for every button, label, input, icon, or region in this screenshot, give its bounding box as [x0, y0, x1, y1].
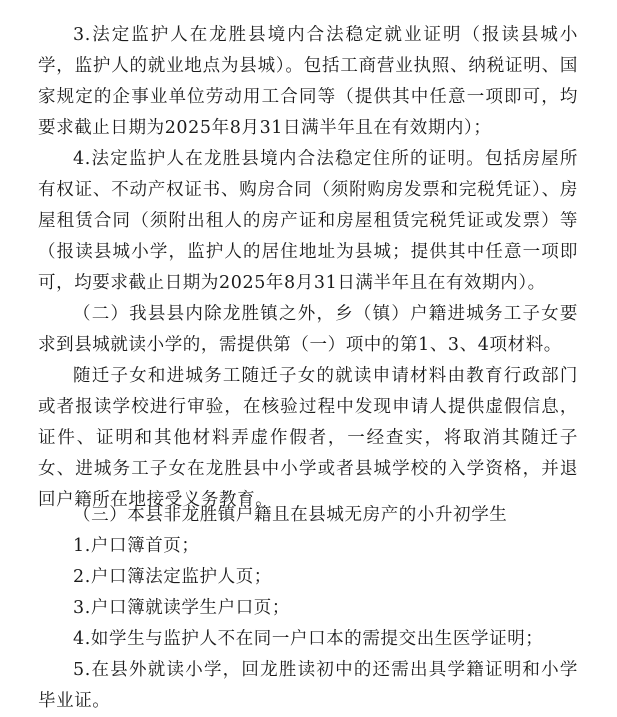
list-item-5: 5.在县外就读小学，回龙胜读初中的还需出具学籍证明和小学毕业证。 [38, 660, 578, 711]
list-item-1: 1.户口簿首页； [73, 536, 200, 556]
list-item-2: 2.户口簿法定监护人页； [73, 567, 272, 587]
list-item-3: 3.户口簿就读学生户口页； [73, 598, 290, 618]
paragraph-section-2: （二）我县县内除龙胜镇之外，乡（镇）户籍进城务工子女要求到县城就读小学的，需提供第（一）项中的第1、3、4项材料。 [38, 304, 578, 355]
list-item-4: 4.如学生与监护人不在同一户口本的需提交出生医学证明； [73, 629, 544, 649]
paragraph-section-3-heading: （三）本县非龙胜镇户籍且在县城无房产的小升初学生 [73, 505, 508, 525]
paragraph-item-4-residence: 4.法定监护人在龙胜县境内合法稳定住所的证明。包括房屋所有权证、不动产权证书、购房合同（须附购房发票和完税凭证）、房屋租赁合同（须附出租人的房产证和房屋租赁完税凭证或发票）等（报读县城小学，监护人的居住地址为县城；提供其中任意一项即可，均要求截止日期为2025年8月31日满半年且在有效期内）。 [38, 149, 578, 293]
paragraph-verification-notice: 随迁子女和进城务工随迁子女的就读申请材料由教育行政部门或者报读学校进行审验，在核验过程中发现申请人提供虚假信息，证件、证明和其他材料弄虚作假者，一经查实，将取消其随迁子女、进城务工子女在龙胜县中小学或者县城学校的入学资格，并退回户籍所在地接受义务教育。 [38, 366, 578, 510]
paragraph-item-3-employment: 3.法定监护人在龙胜县境内合法稳定就业证明（报读县城小学，监护人的就业地点为县城）。包括工商营业执照、纳税证明、国家规定的企事业单位劳动用工合同等（提供其中任意一项即可，均要求截止日期为2025年8月31日满半年且在有效期内）； [38, 25, 578, 138]
